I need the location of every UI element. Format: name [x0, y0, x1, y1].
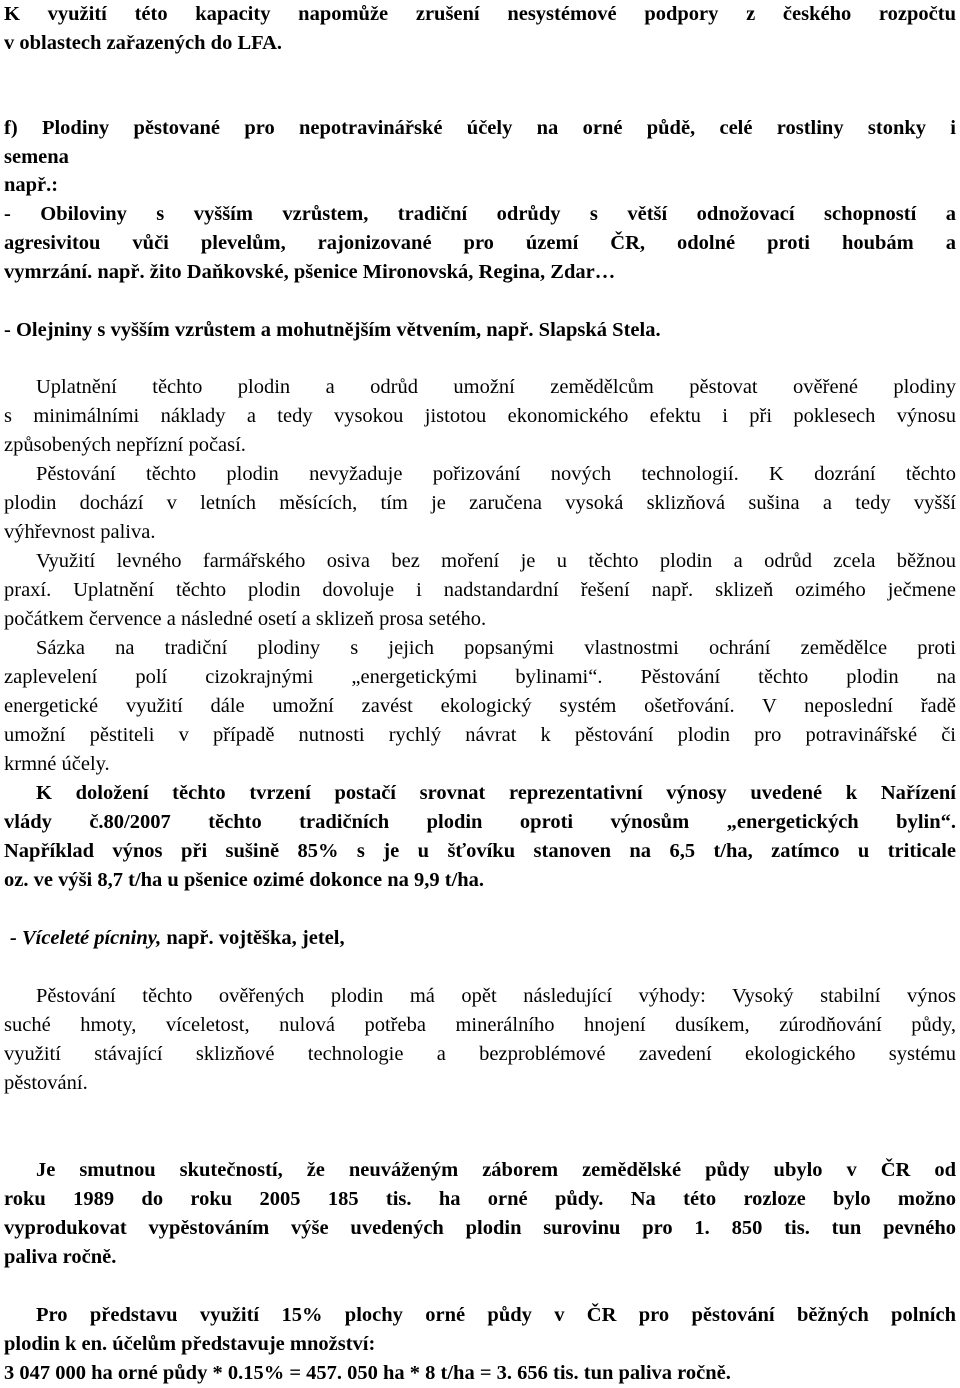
paragraph-8-line-4: pěstování.: [4, 1072, 88, 1094]
paragraph-6-line-4: oz. ve výši 8,7 t/ha u pšenice ozimé dokonce na 9,9 t/ha.: [4, 869, 485, 891]
paragraph-9-line-4: paliva ročně.: [4, 1246, 117, 1268]
paragraph-7-line-1: [10, 924, 960, 953]
paragraph-10-line-3: 3 047 000 ha orné půdy * 0.15% = 457. 050 ha * 8 t/ha = 3. 656 tis. tun paliva ročně.: [4, 1362, 731, 1384]
paragraph-9-line-2: roku 1989 do roku 2005 185 tis. ha orné půdy. Na této rozloze bylo možno: [4, 1188, 956, 1210]
paragraph-5-line-2: s minimálními náklady a tedy vysokou jistotou ekonomického efektu i při poklesech výnosu: [4, 405, 956, 427]
paragraph-3-line-1: - Obiloviny s vyšším vzrůstem, tradiční odrůdy s větší odnožovací schopností a: [4, 203, 956, 225]
paragraph-5-line-14: krmné účely.: [4, 753, 110, 775]
paragraph-3-line-3-part-a: vymrzání. např.: [4, 261, 145, 283]
paragraph-1-line-2: v oblastech zařazených do LFA.: [4, 32, 283, 54]
paragraph-3-line-3: [4, 258, 956, 287]
paragraph-9-line-3: vyprodukovat vypěstováním výše uvedených plodin surovinu pro 1. 850 tis. tun pevného: [4, 1217, 956, 1239]
paragraph-5-line-10: Sázka na tradiční plodiny s jejich popsanými vlastnostmi ochrání zemědělce proti: [36, 637, 956, 659]
paragraph-9-line-1: Je smutnou skutečností, že neuváženým záborem zemědělské půdy ubylo v ČR od: [36, 1159, 956, 1181]
paragraph-2-line-1: f) Plodiny pěstované pro nepotravinářské účely na orné půdě, celé rostliny stonky i: [4, 117, 956, 139]
paragraph-3-line-2: agresivitou vůči plevelům, rajonizované pro území ČR, odolné proti houbám a: [4, 232, 956, 254]
paragraph-2-line-3: např.:: [4, 174, 59, 196]
paragraph-5-line-12: energetické využití dále umožní zavést ekologický systém ošetřování. V neposlední řadě: [4, 695, 956, 717]
paragraph-6-line-2: vlády č.80/2007 těchto tradičních plodin oproti výnosům „energetických bylin“.: [4, 811, 956, 833]
paragraph-5-line-5: plodin dochází v letních měsících, tím je zaručena vysoká sklizňová sušina a tedy vyšší: [4, 492, 956, 514]
paragraph-7-line-1-part-a: - Víceleté pícniny,: [10, 927, 162, 949]
paragraph-5-line-8: praxí. Uplatnění těchto plodin dovoluje i nadstandardní řešení např. sklizeň ozimého ječmene: [4, 579, 956, 601]
paragraph-10-line-2: plodin k en. účelům představuje množství:: [4, 1333, 376, 1355]
paragraph-5-line-9: počátkem července a následné osetí a sklizeň prosa setého.: [4, 608, 487, 630]
paragraph-10-line-1: Pro představu využití 15% plochy orné půdy v ČR pro pěstování běžných polních: [36, 1304, 956, 1326]
paragraph-6-line-3: Například výnos při sušině 85% s je u šťovíku stanoven na 6,5 t/ha, zatímco u triticale: [4, 840, 956, 862]
paragraph-1-line-1: K využití této kapacity napomůže zrušení nesystémové podpory z českého rozpočtu: [4, 3, 956, 25]
paragraph-5-line-3: způsobených nepřízní počasí.: [4, 434, 246, 456]
paragraph-5-line-1: Uplatnění těchto plodin a odrůd umožní zemědělcům pěstovat ověřené plodiny: [36, 376, 956, 398]
paragraph-8-line-3: využití stávající sklizňové technologie a bezproblémové zavedení ekologického systému: [4, 1043, 956, 1065]
paragraph-2-line-2: semena: [4, 146, 69, 168]
paragraph-4-line-1: - Olejniny s vyšším vzrůstem a mohutnějším větvením, např. Slapská Stela.: [4, 319, 661, 341]
paragraph-5-line-7: Využití levného farmářského osiva bez moření je u těchto plodin a odrůd zcela běžnou: [36, 550, 956, 572]
paragraph-5-line-13: umožní pěstiteli v případě nutnosti rychlý návrat k pěstování plodin pro potravinářské či: [4, 724, 956, 746]
paragraph-6-line-1: K doložení těchto tvrzení postačí srovnat reprezentativní výnosy uvedené k Nařízení: [36, 782, 956, 804]
paragraph-8-line-2: suché hmoty, víceletost, nulová potřeba minerálního hnojení dusíkem, zúrodňování půdy,: [4, 1014, 956, 1036]
paragraph-3-line-3-part-b: žito Daňkovské, pšenice Mironovská, Regina, Zdar…: [144, 261, 616, 283]
paragraph-5-line-11: zaplevelení polí cizokrajnými „energetickými bylinami“. Pěstování těchto plodin na: [4, 666, 956, 688]
paragraph-5-line-4: Pěstování těchto plodin nevyžaduje pořizování nových technologií. K dozrání těchto: [36, 463, 956, 485]
paragraph-8-line-1: Pěstování těchto ověřených plodin má opět následující výhody: Vysoký stabilní výnos: [36, 985, 956, 1007]
paragraph-7-line-1-part-b: např. vojtěška, jetel,: [161, 927, 345, 949]
paragraph-5-line-6: výhřevnost paliva.: [4, 521, 156, 543]
